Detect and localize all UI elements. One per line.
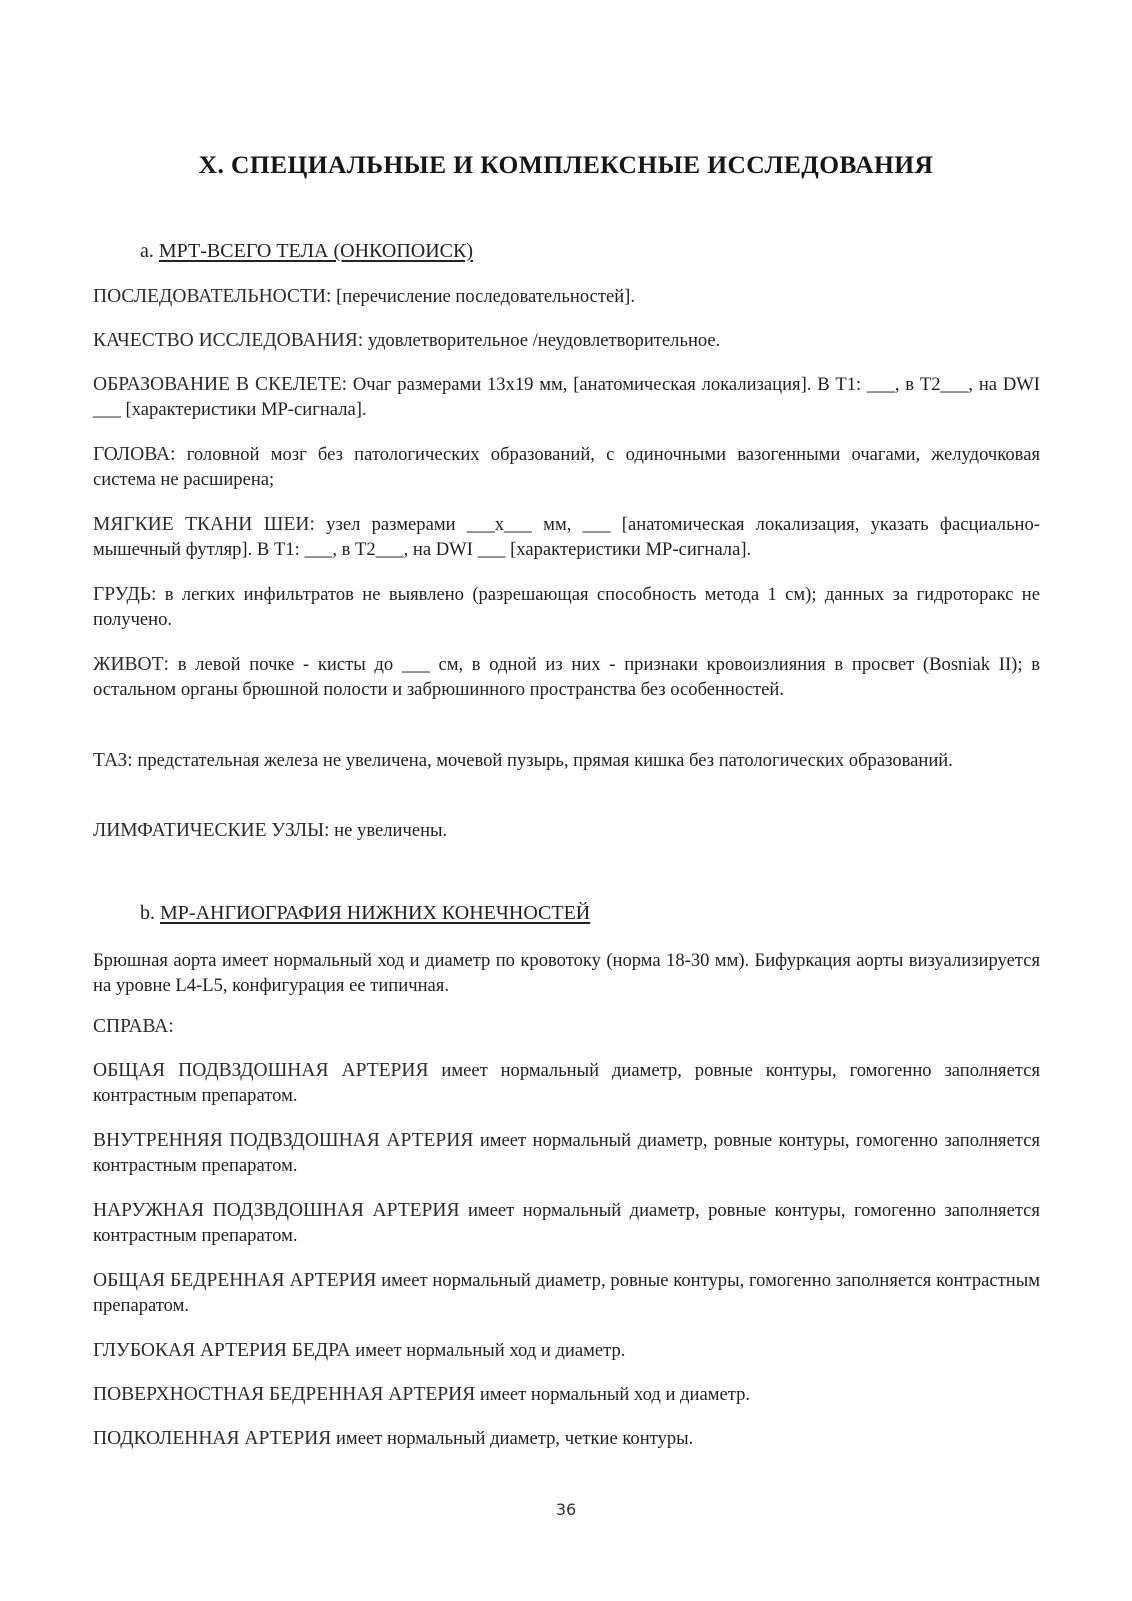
paragraph-common-iliac: [93, 1058, 1040, 1108]
paragraph-text: предстательная железа не увеличена, мочевой пузырь, прямая кишка без патологических образований.: [137, 750, 953, 771]
paragraph-text: [перечисление последовательностей].: [336, 286, 636, 307]
paragraph-label: ЛИМФАТИЧЕСКИЕ УЗЛЫ:: [93, 820, 330, 841]
paragraph-text: головной мозг без патологических образований, с одиночными вазогенными очагами, желудочковая система не расширена;: [93, 444, 1040, 490]
paragraph-label: ГОЛОВА:: [93, 444, 176, 465]
paragraph-aorta: [93, 948, 1040, 998]
paragraph-label: ГРУДЬ:: [93, 584, 157, 605]
section-a-title: МРТ-ВСЕГО ТЕЛА (ОНКОПОИСК): [158, 240, 474, 262]
paragraph-label: ОБЩАЯ ПОДВЗДОШНАЯ АРТЕРИЯ: [93, 1060, 429, 1081]
paragraph-text: имеет нормальный ход и диаметр.: [355, 1340, 626, 1361]
paragraph-text: имеет нормальный диаметр, ровные контуры, гомогенно заполняется контрастным препаратом.: [93, 1200, 1040, 1246]
page-number: 36: [555, 1500, 577, 1519]
paragraph-text: имеет нормальный диаметр, ровные контуры, гомогенно заполняется контрастным препаратом.: [93, 1270, 1040, 1316]
paragraph-text: Брюшная аорта имеет нормальный ход и диаметр по кровотоку (норма 18-30 мм). Бифуркация аорты визуализируется на уровне L4-L5, конфигурация ее типичная.: [93, 950, 1040, 996]
paragraph-text: в левой почке - кисты до ___ см, в одной из них - признаки кровоизлияния в просвет (Bosniak II); в остальном органы брюшной полости и забрюшинного пространства без особенностей.: [93, 654, 1040, 700]
paragraph-label: ОБЩАЯ БЕДРЕННАЯ АРТЕРИЯ: [93, 1270, 377, 1291]
paragraph-text: узел размерами ___x___ мм, ___ [анатомическая локализация, указать фасциально-мышечный футляр]. В T1: ___, в T2___, на DWI ___ [характеристики МР-сигнала].: [93, 514, 1040, 560]
paragraph-superficial-femoral: [93, 1382, 1040, 1407]
section-a-letter: a.: [140, 240, 154, 262]
section-b-heading: [140, 902, 590, 925]
paragraph-text: удовлетворительное /неудовлетворительное.: [367, 330, 721, 351]
paragraph-label: ПОДКОЛЕННАЯ АРТЕРИЯ: [93, 1428, 332, 1449]
paragraph-label: НАРУЖНАЯ ПОДЗВДОШНАЯ АРТЕРИЯ: [93, 1200, 460, 1221]
paragraph-popliteal: [93, 1426, 1040, 1451]
paragraph-quality: [93, 328, 1040, 353]
paragraph-abdomen: [93, 652, 1040, 702]
paragraph-lymph-nodes: [93, 818, 1040, 843]
paragraph-text: имеет нормальный диаметр, четкие контуры.: [335, 1428, 694, 1449]
paragraph-deep-femoral: [93, 1338, 1040, 1363]
paragraph-text: в легких инфильтратов не выявлено (разрешающая способность метода 1 см); данных за гидроторакс не получено.: [93, 584, 1040, 630]
paragraph-text: имеет нормальный диаметр, ровные контуры, гомогенно заполняется контрастным препаратом.: [93, 1060, 1040, 1106]
paragraph-head: [93, 442, 1040, 492]
section-a-heading: [140, 240, 473, 263]
paragraph-label: ПОСЛЕДОВАТЕЛЬНОСТИ:: [93, 286, 332, 307]
section-b-title: МР-АНГИОГРАФИЯ НИЖНИХ КОНЕЧНОСТЕЙ: [160, 902, 591, 924]
paragraph-label: ПОВЕРХНОСТНАЯ БЕДРЕННАЯ АРТЕРИЯ: [93, 1384, 476, 1405]
paragraph-label: ЖИВОТ:: [93, 654, 169, 675]
paragraph-text: имеет нормальный ход и диаметр.: [479, 1384, 751, 1405]
paragraph-skeleton: [93, 372, 1040, 422]
paragraph-label: ТАЗ:: [93, 750, 133, 771]
paragraph-neck: [93, 512, 1040, 562]
page-title: X. СПЕЦИАЛЬНЫЕ И КОМПЛЕКСНЫЕ ИССЛЕДОВАНИЯ: [198, 150, 934, 179]
paragraph-common-femoral: [93, 1268, 1040, 1318]
paragraph-internal-iliac: [93, 1128, 1040, 1178]
side-label-right: [93, 1014, 1040, 1039]
section-b-letter: b.: [140, 902, 155, 924]
paragraph-text: Очаг размерами 13x19 мм, [анатомическая локализация]. В T1: ___, в T2___, на DWI ___ [характеристики МР-сигнала].: [93, 374, 1040, 420]
paragraph-text: не увеличены.: [334, 820, 448, 841]
paragraph-chest: [93, 582, 1040, 632]
paragraph-label: ОБРАЗОВАНИЕ В СКЕЛЕТЕ:: [93, 374, 348, 395]
paragraph-label: СПРАВА:: [93, 1016, 174, 1037]
paragraph-label: ВНУТРЕННЯЯ ПОДВЗДОШНАЯ АРТЕРИЯ: [93, 1130, 474, 1151]
paragraph-text: имеет нормальный диаметр, ровные контуры, гомогенно заполняется контрастным препаратом.: [93, 1130, 1040, 1176]
paragraph-sequences: [93, 284, 1040, 309]
paragraph-pelvis: [93, 748, 1040, 773]
paragraph-external-iliac: [93, 1198, 1040, 1248]
paragraph-label: КАЧЕСТВО ИССЛЕДОВАНИЯ:: [93, 330, 364, 351]
paragraph-label: ГЛУБОКАЯ АРТЕРИЯ БЕДРА: [93, 1340, 351, 1361]
paragraph-label: МЯГКИЕ ТКАНИ ШЕИ:: [93, 514, 315, 535]
